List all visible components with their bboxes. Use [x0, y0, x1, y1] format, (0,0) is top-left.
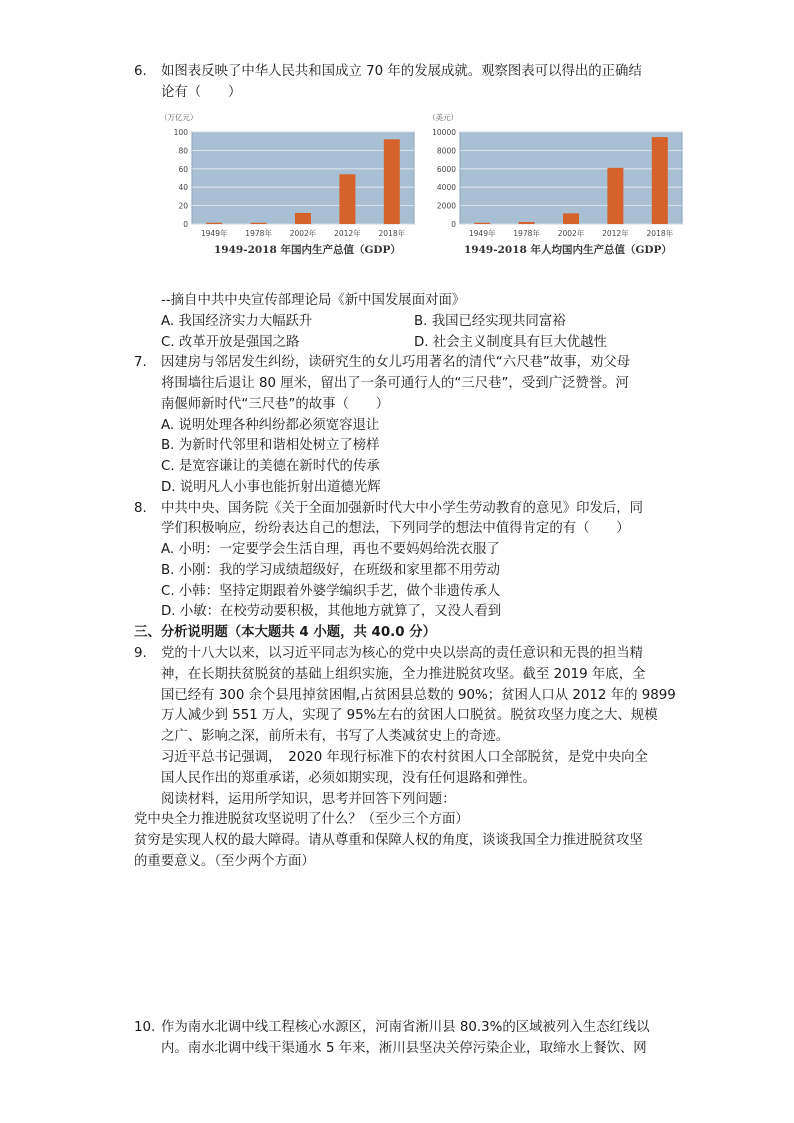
question-7-option-c[interactable]: C. 是宽容谦让的美德在新时代的传承 — [161, 459, 380, 474]
chart-plot-area — [460, 132, 682, 224]
chart-y-tick-label: 8000 — [436, 146, 456, 156]
question-8-stem-line2: 学们积极响应，纷纷表达自己的想法，下列同学的想法中值得肯定的有（ ） — [161, 521, 630, 536]
question-6-stem-line2: 论有（ ） — [161, 85, 242, 100]
question-8-option-a[interactable]: A. 小明：一定要学会生活自理，再也不要妈妈给洗衣服了 — [161, 542, 500, 557]
question-7-number: 7. — [134, 355, 147, 370]
chart-bar — [563, 213, 579, 224]
gdp-chart-svg — [158, 110, 420, 250]
chart-y-tick-label: 4000 — [436, 183, 456, 193]
chart-x-tick-label: 2012年 — [602, 229, 629, 238]
question-7-option-d[interactable]: D. 说明凡人小事也能折射出道德光辉 — [161, 480, 381, 495]
per-capita-gdp-chart — [426, 110, 688, 270]
chart-y-tick-label: 20 — [178, 201, 188, 211]
question-6-option-a[interactable]: A. 我国经济实力大幅跃升 — [161, 314, 313, 329]
question-7-option-a[interactable]: A. 说明处理各种纠纷都必须宽容退让 — [161, 418, 380, 433]
chart-unit-label: （美元） — [428, 113, 458, 122]
question-8-option-c[interactable]: C. 小韩：坚持定期跟着外婆学编织手艺，做个非遗传承人 — [161, 584, 501, 599]
question-9-subquestion-2-line2: 的重要意义。（至少两个方面） — [134, 854, 315, 869]
gdp-chart-title: 1949-2018 年国内生产总值（GDP） — [214, 244, 401, 256]
question-9-instruction: 阅读材料，运用所学知识，思考并回答下列问题： — [161, 792, 456, 807]
question-10-stem-line2: 内。南水北调中线干渠通水 5 年来，淅川县坚决关停污染企业，取缔水上餐饮、网 — [161, 1041, 647, 1056]
chart-x-tick-label: 1949年 — [468, 229, 496, 238]
question-8-option-d[interactable]: D. 小敏：在校劳动要积极，其他地方就算了，又没人看到 — [161, 604, 502, 619]
question-6-source: --摘自中共中央宣传部理论局《新中国发展面对面》 — [161, 293, 466, 308]
question-9-para-line7: 国人民作出的郑重承诺，必须如期实现，没有任何退路和弹性。 — [161, 771, 536, 786]
question-9-para-line5: 之广、影响之深，前所未有，书写了人类减贫史上的奇迹。 — [161, 729, 510, 744]
question-9-para-line3: 国已经有 300 余个县甩掉贫困帽,占贫困县总数的 90%；贫困人口从 2012 年的 9899 — [161, 688, 676, 703]
chart-bar — [384, 139, 400, 224]
question-10-stem-line1: 作为南水北调中线工程核心水源区，河南省淅川县 80.3%的区域被列入生态红线以 — [161, 1020, 650, 1035]
question-9-number: 9. — [134, 646, 147, 661]
chart-x-tick-label: 2018年 — [378, 229, 406, 238]
chart-unit-label: （万亿元） — [160, 113, 198, 122]
chart-y-tick-label: 60 — [178, 164, 188, 174]
chart-bar — [607, 168, 623, 224]
chart-x-tick-label: 1978年 — [245, 229, 272, 238]
question-9-para-line1: 党的十八大以来，以习近平同志为核心的党中央以崇高的责任意识和无畏的担当精 — [161, 646, 644, 661]
question-8-number: 8. — [134, 501, 147, 516]
chart-y-tick-label: 2000 — [436, 201, 456, 211]
per-capita-gdp-chart-svg — [426, 110, 688, 250]
question-6-number: 6. — [134, 64, 147, 79]
section-3-heading: 三、分析说明题（本大题共 4 小题，共 40.0 分） — [134, 625, 437, 640]
question-6-option-c[interactable]: C. 改革开放是强国之路 — [161, 335, 300, 350]
chart-x-tick-label: 2018年 — [646, 229, 674, 238]
question-7-option-b[interactable]: B. 为新时代邻里和谐相处树立了榜样 — [161, 438, 380, 453]
chart-x-tick-label: 2002年 — [289, 229, 317, 238]
question-9-para-line6: 习近平总书记强调， 2020 年现行标准下的农村贫困人口全部脱贫，是党中央向全 — [161, 750, 648, 765]
chart-bar — [652, 137, 668, 224]
chart-y-tick-label: 100 — [173, 128, 188, 137]
chart-bar — [339, 174, 355, 224]
chart-x-tick-label: 1978年 — [513, 229, 540, 238]
question-6-stem-line1: 如图表反映了中华人民共和国成立 70 年的发展成就。观察图表可以得出的正确结 — [161, 64, 642, 79]
chart-y-tick-label: 40 — [178, 183, 188, 193]
chart-y-tick-label: 0 — [451, 220, 456, 229]
question-7-stem-line3: 南偃师新时代“三尺巷”的故事（ ） — [161, 397, 390, 412]
chart-bar — [206, 223, 222, 224]
question-6-option-b[interactable]: B. 我国已经实现共同富裕 — [414, 314, 566, 329]
per-capita-gdp-chart-title: 1949-2018 年人均国内生产总值（GDP） — [464, 244, 672, 256]
gdp-chart — [158, 110, 420, 270]
question-9-para-line2: 神，在长期扶贫脱贫的基础上组织实施，全力推进脱贫攻坚。截至 2019 年底，全 — [161, 667, 646, 682]
question-6-option-d[interactable]: D. 社会主义制度具有巨大优越性 — [414, 335, 607, 350]
chart-bar — [251, 223, 267, 224]
question-7-stem-line2: 将围墙往后退让 80 厘米，留出了一条可通行人的“三尺巷”，受到广泛赞誉。河 — [161, 376, 629, 391]
chart-plot-area — [192, 132, 414, 224]
chart-y-tick-label: 0 — [183, 220, 188, 229]
chart-bar — [474, 223, 490, 224]
chart-y-tick-label: 80 — [178, 146, 188, 156]
chart-bar — [295, 213, 311, 224]
question-8-stem-line1: 中共中央、国务院《关于全面加强新时代大中小学生劳动教育的意见》印发后，同 — [161, 501, 644, 516]
question-9-para-line4: 万人减少到 551 万人，实现了 95%左右的贫困人口脱贫。脱贫攻坚力度之大、规模 — [161, 708, 658, 723]
chart-y-tick-label: 6000 — [436, 164, 456, 174]
chart-x-tick-label: 2002年 — [557, 229, 585, 238]
question-10-number: 10. — [134, 1020, 156, 1035]
question-9-subquestion-2-line1: 贫穷是实现人权的最大障碍。请从尊重和保障人权的角度，谈谈我国全力推进脱贫攻坚 — [134, 833, 643, 848]
chart-x-tick-label: 2012年 — [334, 229, 361, 238]
chart-y-tick-label: 10000 — [432, 128, 456, 137]
question-8-option-b[interactable]: B. 小刚：我的学习成绩超级好，在班级和家里都不用劳动 — [161, 563, 501, 578]
chart-x-tick-label: 1949年 — [200, 229, 228, 238]
question-9-subquestion-1: 党中央全力推进脱贫攻坚说明了什么？（至少三个方面） — [134, 812, 469, 827]
chart-bar — [519, 222, 535, 224]
question-7-stem-line1: 因建房与邻居发生纠纷，读研究生的女儿巧用著名的清代“六尺巷”故事，劝父母 — [161, 355, 631, 370]
